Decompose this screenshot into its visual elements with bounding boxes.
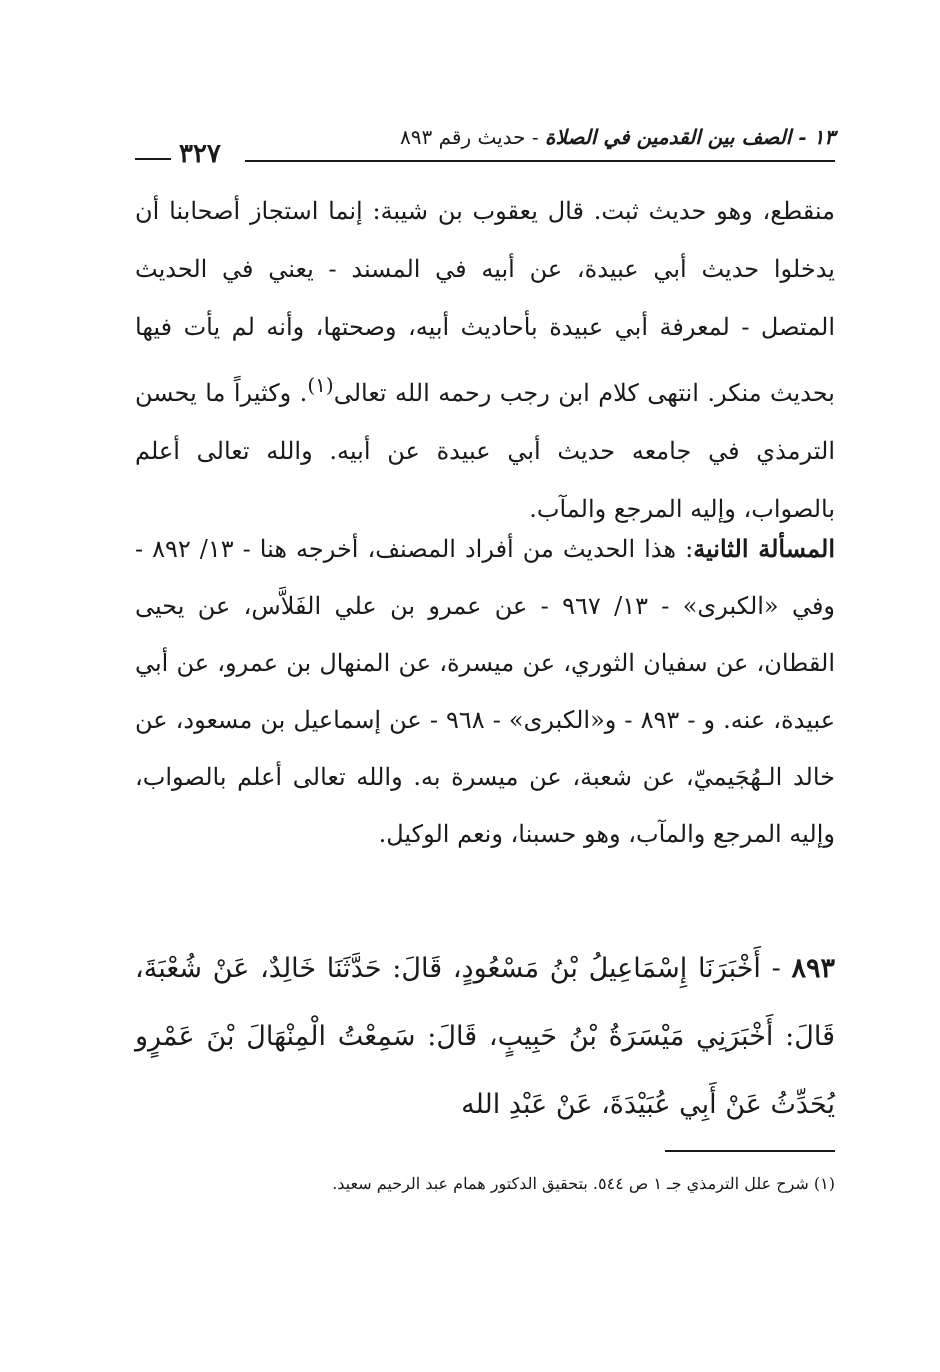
paragraph-ibn-rajab — [135, 182, 835, 538]
footnote — [135, 1172, 835, 1196]
hadith-text — [135, 935, 835, 1139]
chapter-title: ١٣ - الصف بين القدمين في الصلاة — [545, 125, 835, 149]
hadith-reference: حديث رقم ٨٩٣ — [400, 125, 526, 149]
header-rule — [245, 160, 835, 162]
hadith-number: ٨٩٣ — [791, 953, 835, 984]
paragraph1-text-end: . وكثيراً ما يحسن الترمذي في جامعه حديث أبي عبيدة عن أبيه. والله تعالى أعلم بالصواب، وإليه المرجع والمآب. — [135, 379, 835, 523]
footnote-rule — [665, 1150, 835, 1152]
page-number: ٣٢٧ — [179, 139, 221, 169]
footnote-number: (١) — [813, 1174, 835, 1193]
running-header — [135, 112, 835, 172]
footnote-marker: (١) — [307, 373, 334, 397]
header-title — [400, 122, 835, 152]
section-lead: المسألة الثانية — [693, 534, 836, 563]
footnote-text: شرح علل الترمذي جـ ١ ص ٥٤٤. بتحقيق الدكتور همام عبد الرحيم سعيد. — [332, 1174, 814, 1193]
paragraph2-text: : هذا الحديث من أفراد المصنف، أخرجه هنا - ١٣/ ٨٩٢ - وفي «الكبرى» - ١٣/ ٩٦٧ - عن عمرو بن علي الفَلاَّس، عن يحيى القطان، عن سفيان الثوري، عن ميسرة، عن المنهال بن عمرو، عن أبي عبيدة، عنه. و - ٨٩٣ - و«الكبرى» - ٩٦٨ - عن إسماعيل بن مسعود، عن خالد الـهُجَيميّ، عن شعبة، عن ميسرة به. والله تعالى أعلم بالصواب، وإليه المرجع والمآب، وهو حسبنا، ونعم الوكيل. — [135, 535, 836, 848]
header-separator: - — [525, 125, 546, 149]
page-number-dash — [135, 158, 171, 160]
hadith-chain: - أَخْبَرَنَا إِسْمَاعِيلُ بْنُ مَسْعُودٍ، قَالَ: حَدَّثَنَا خَالِدٌ، عَنْ شُعْبَةَ، قَالَ: أَخْبَرَنِي مَيْسَرَةُ بْنُ حَبِيبٍ، قَالَ: سَمِعْتُ الْمِنْهَالَ بْنَ عَمْرٍو يُحَدِّثُ عَنْ أَبِي عُبَيْدَةَ، عَنْ عَبْدِ الله — [135, 953, 835, 1120]
paragraph-second-issue — [135, 520, 835, 863]
paragraph1-text: منقطع، وهو حديث ثبت. قال يعقوب بن شيبة: إنما استجاز أصحابنا أن يدخلوا حديث أبي عبيدة، عن أبيه في المسند - يعني في الحديث المتصل - لمعرفة أبي عبيدة بأحاديث أبيه، وصحتها، وأنه لم يأت فيها بحديث منكر. انتهى كلام ابن رجب رحمه الله تعالى — [135, 197, 835, 407]
